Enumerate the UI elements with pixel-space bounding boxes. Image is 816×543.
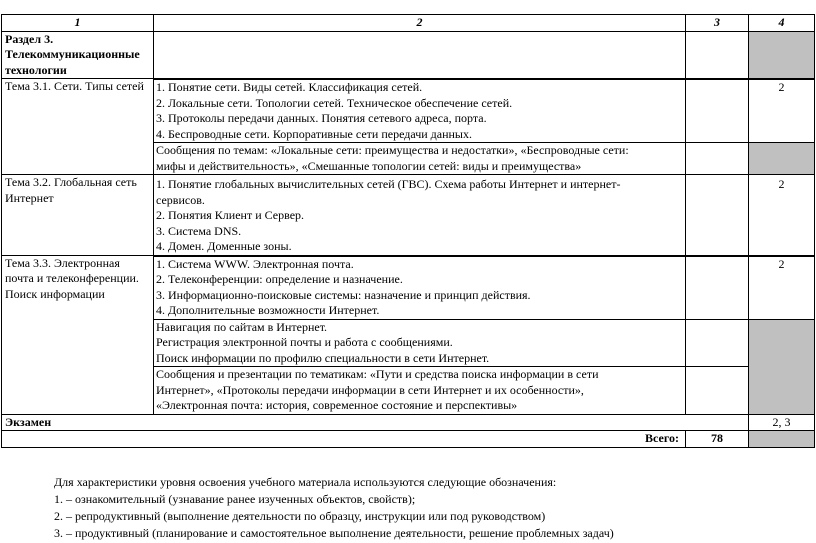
shaded-cell [749, 431, 815, 448]
header-row [2, 15, 815, 32]
topic3-level: 2 [749, 256, 815, 319]
topic2-title: Тема 3.2. Глобальная сеть Интернет [2, 175, 154, 256]
section-row [2, 31, 815, 79]
topic2-level: 2 [749, 175, 815, 256]
exam-label: Экзамен [2, 414, 749, 431]
total-label: Всего: [2, 431, 686, 448]
level-legend [54, 474, 614, 542]
header-col-4: 4 [749, 15, 815, 32]
legend-item-1: 1. – ознакомительный (узнавание ранее изученных объектов, свойств); [54, 492, 416, 506]
header-col-3: 3 [686, 15, 749, 32]
topic3-practice: Навигация по сайтам в Интернет. Регистрация электронной почты и работа с сообщениями. Поиск информации по профилю специальности в сети Интернет. [154, 319, 686, 367]
curriculum-table [1, 14, 815, 448]
legend-item-3: 3. – продуктивный (планирование и самостоятельное выполнение деятельности, решение проблемных задач) [54, 526, 614, 540]
empty-cell [686, 256, 749, 319]
section-title: Раздел 3. Телекоммуникационные технологии [2, 31, 154, 79]
total-row [2, 431, 815, 448]
shaded-cell [749, 31, 815, 79]
legend-intro: Для характеристики уровня освоения учебного материала используются следующие обозначения: [54, 475, 557, 489]
topic3-title: Тема 3.3. Электронная почта и телеконференции. Поиск информации [2, 255, 154, 414]
total-value: 78 [686, 431, 749, 448]
empty-cell [686, 367, 749, 415]
header-col-1: 1 [2, 15, 154, 32]
topic1-messages: Сообщения по темам: «Локальные сети: преимущества и недостатки», «Беспроводные сети: мифы и действительность», «Смешанные топологии сетей: виды и преимущества» [154, 143, 686, 175]
exam-level: 2, 3 [749, 414, 815, 431]
empty-cell [686, 31, 749, 79]
empty-cell [686, 319, 749, 367]
shaded-cell [749, 319, 815, 414]
topic3-content: 1. Система WWW. Электронная почта. 2. Телеконференции: определение и назначение. 3. Информационно-поисковые системы: назначение и принцип действия. 4. Дополнительные возможности Интернет. [154, 256, 686, 319]
empty-cell [686, 80, 749, 143]
topic1-content: 1. Понятие сети. Виды сетей. Классификация сетей. 2. Локальные сети. Топологии сетей. Техническое обеспечение сетей. 3. Протоколы передачи данных. Понятия сетевого адреса, порта. 4. Беспроводные сети. Корпоративные сети передачи данных. [154, 80, 686, 143]
topic3-messages: Сообщения и презентации по тематикам: «Пути и средства поиска информации в сети Интернет», «Протоколы передачи информации в сети Интернет и их особенности», «Электронная почта: история, современное состояние и перспективы» [154, 367, 686, 415]
topic1-level: 2 [749, 80, 815, 143]
topic2-content: 1. Понятие глобальных вычислительных сетей (ГВС). Схема работы Интернет и интернет- сервисов. 2. Понятия Клиент и Сервер. 3. Система DNS. 4. Домен. Доменные зоны. [154, 175, 686, 256]
exam-row [2, 414, 815, 431]
empty-cell [154, 31, 686, 79]
empty-cell [686, 175, 749, 256]
topic2-row [2, 175, 815, 256]
shaded-cell [749, 143, 815, 175]
topic1-title: Тема 3.1. Сети. Типы сетей [2, 79, 154, 175]
header-col-2: 2 [154, 15, 686, 32]
empty-cell [686, 143, 749, 175]
legend-item-2: 2. – репродуктивный (выполнение деятельности по образцу, инструкции или под руководством) [54, 509, 546, 523]
